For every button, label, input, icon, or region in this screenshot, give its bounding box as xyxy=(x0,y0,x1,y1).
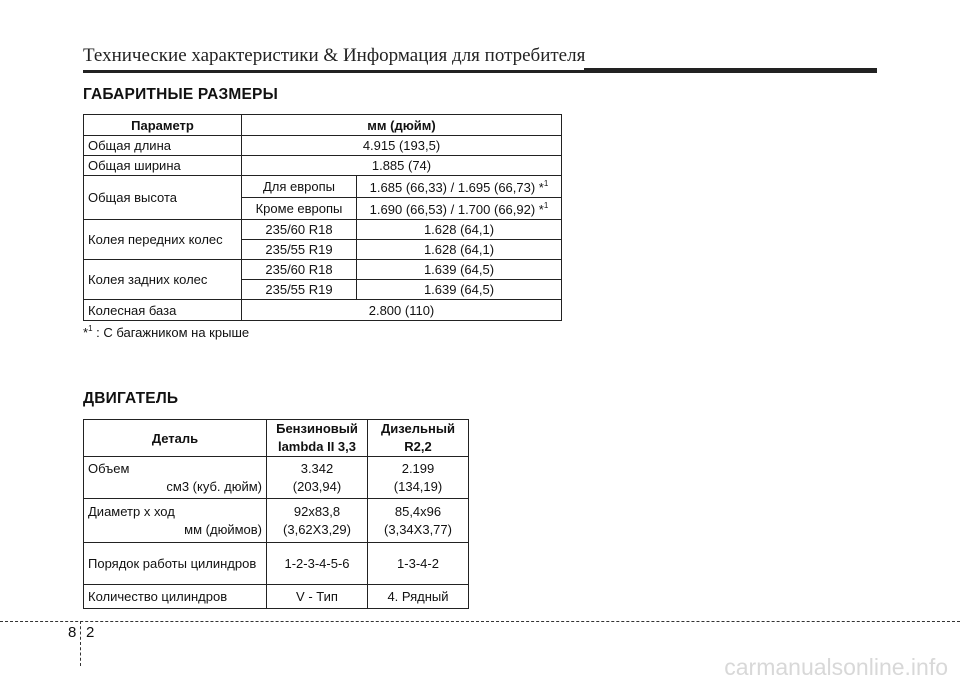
row-value: 2.800 (110) xyxy=(242,300,562,321)
watermark: carmanualsonline.info xyxy=(724,654,948,680)
sub-label: 235/55 R19 xyxy=(242,280,357,300)
row-label: Общая длина xyxy=(84,136,242,156)
col-header-petrol: Бензиновый lambda II 3,3 xyxy=(267,420,368,457)
row-value: 4.915 (193,5) xyxy=(242,136,562,156)
table-row xyxy=(84,260,562,280)
row-value: 1.690 (66,53) / 1.700 (66,92) *$^1$ xyxy=(357,198,562,220)
table-row xyxy=(84,176,562,198)
header-rule-accent xyxy=(584,68,877,73)
row-value: 4. Рядный xyxy=(368,585,469,609)
row-value: 92x83,8 (3,62X3,29) xyxy=(267,499,368,543)
col-header-mm: мм (дюйм) xyxy=(242,115,562,136)
row-label: Колесная база xyxy=(84,300,242,321)
row-value: 1.885 (74) xyxy=(242,156,562,176)
table-row xyxy=(84,156,562,176)
table-row xyxy=(84,136,562,156)
row-value: 1.639 (64,5) xyxy=(357,260,562,280)
col-header-diesel: Дизельный R2,2 xyxy=(368,420,469,457)
row-value: 1-3-4-2 xyxy=(368,543,469,585)
footer-page-divider xyxy=(80,621,81,666)
table-row xyxy=(84,220,562,240)
col-header-detail: Деталь xyxy=(84,420,267,457)
table-row xyxy=(84,499,469,543)
row-label: Колея передних колес xyxy=(84,220,242,260)
row-value: 1-2-3-4-5-6 xyxy=(267,543,368,585)
table-row xyxy=(84,457,469,499)
sub-label: 235/60 R18 xyxy=(242,220,357,240)
row-value: 3.342 (203,94) xyxy=(267,457,368,499)
row-label: Объем см3 (куб. дюйм) xyxy=(84,457,267,499)
col-header-param: Параметр xyxy=(84,115,242,136)
row-label: Общая высота xyxy=(84,176,242,220)
row-label: Количество цилиндров xyxy=(84,585,267,609)
row-value: 1.639 (64,5) xyxy=(357,280,562,300)
row-value: 1.628 (64,1) xyxy=(357,220,562,240)
sub-label: Для европы xyxy=(242,176,357,198)
dimensions-section-title: ГАБАРИТНЫЕ РАЗМЕРЫ xyxy=(83,86,278,103)
row-label: Колея задних колес xyxy=(84,260,242,300)
row-value: 1.685 (66,33) / 1.695 (66,73) *$^1$ xyxy=(357,176,562,198)
page-header-title: Технические характеристики & Информация для потребителя xyxy=(83,45,586,66)
engine-section-title: ДВИГАТЕЛЬ xyxy=(83,390,179,407)
sub-label: 235/60 R18 xyxy=(242,260,357,280)
engine-table xyxy=(83,419,469,609)
dimensions-table xyxy=(83,114,562,321)
footer-divider xyxy=(0,621,960,622)
table-row xyxy=(84,543,469,585)
row-value: V - Тип xyxy=(267,585,368,609)
row-label: Порядок работы цилиндров xyxy=(84,543,267,585)
sub-label: 235/55 R19 xyxy=(242,240,357,260)
row-value: 1.628 (64,1) xyxy=(357,240,562,260)
row-label: Диаметр х ход мм (дюймов) xyxy=(84,499,267,543)
sub-label: Кроме европы xyxy=(242,198,357,220)
row-value: 85,4x96 (3,34X3,77) xyxy=(368,499,469,543)
row-label: Общая ширина xyxy=(84,156,242,176)
footnote: *$^1$ : С багажником на крыше xyxy=(83,324,250,340)
table-row xyxy=(84,300,562,321)
row-value: 2.199 (134,19) xyxy=(368,457,469,499)
table-row xyxy=(84,585,469,609)
page-number-section: 8 xyxy=(68,624,77,641)
page-number: 2 xyxy=(86,624,95,641)
